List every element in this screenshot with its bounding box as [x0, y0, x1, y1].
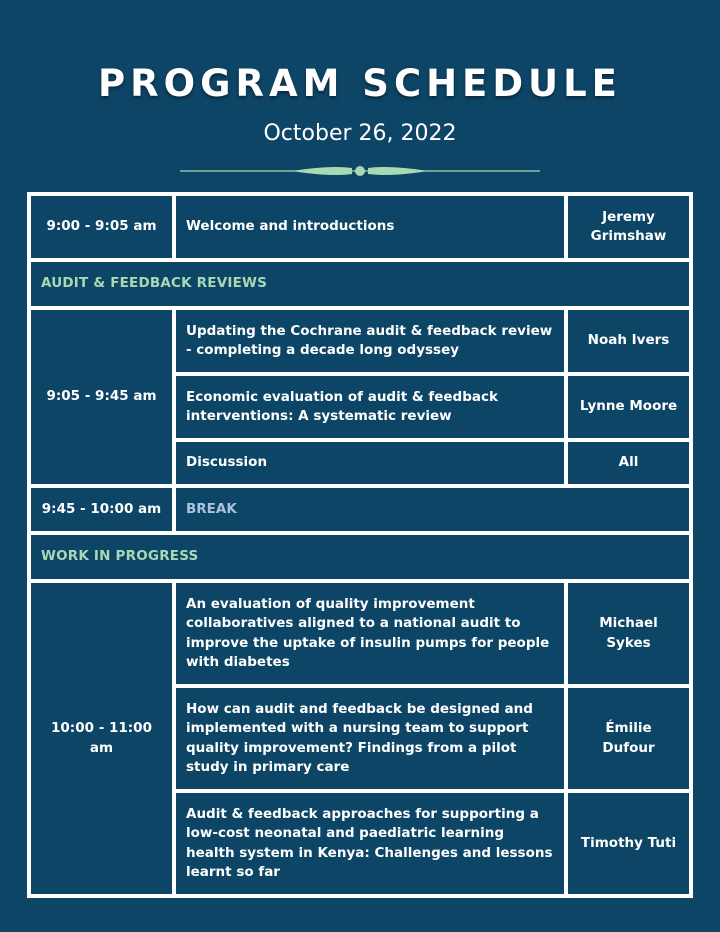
- session-title: Audit & feedback approaches for supporting a low-cost neonatal and paediatric learning health system in Kenya: Challenges and lessons learnt so far: [174, 791, 566, 896]
- ornament-divider: [180, 161, 540, 181]
- table-row: [29, 308, 691, 374]
- speaker-name: Jeremy Grimshaw: [566, 194, 691, 260]
- time-cell: 9:45 - 10:00 am: [29, 486, 174, 533]
- speaker-name: Noah Ivers: [566, 308, 691, 374]
- session-title: Updating the Cochrane audit & feedback review - completing a decade long odyssey: [174, 308, 566, 374]
- speaker-name: Michael Sykes: [566, 581, 691, 686]
- section-heading: WORK IN PROGRESS: [29, 533, 691, 581]
- time-cell: 10:00 - 11:00 am: [29, 581, 174, 896]
- time-cell: 9:05 - 9:45 am: [29, 308, 174, 486]
- speaker-name: Lynne Moore: [566, 374, 691, 440]
- session-title: How can audit and feedback be designed and implemented with a nursing team to support quality improvement? Findings from a pilot study in primary care: [174, 686, 566, 791]
- time-cell: 9:00 - 9:05 am: [29, 194, 174, 260]
- speaker-name: Émilie Dufour: [566, 686, 691, 791]
- table-row: [29, 194, 691, 260]
- session-title: An evaluation of quality improvement collaboratives aligned to a national audit to improve the uptake of insulin pumps for people with diabetes: [174, 581, 566, 686]
- page-title: PROGRAM SCHEDULE: [98, 62, 622, 105]
- table-row: [29, 486, 691, 533]
- speaker-name: All: [566, 440, 691, 486]
- event-date: October 26, 2022: [263, 121, 457, 146]
- break-label: BREAK: [174, 486, 691, 533]
- session-title: Discussion: [174, 440, 566, 486]
- section-row: [29, 260, 691, 308]
- session-title: Welcome and introductions: [174, 194, 566, 260]
- schedule-table: [27, 192, 693, 898]
- table-row: [29, 581, 691, 686]
- section-row: [29, 533, 691, 581]
- session-title: Economic evaluation of audit & feedback interventions: A systematic review: [174, 374, 566, 440]
- section-heading: AUDIT & FEEDBACK REVIEWS: [29, 260, 691, 308]
- speaker-name: Timothy Tuti: [566, 791, 691, 896]
